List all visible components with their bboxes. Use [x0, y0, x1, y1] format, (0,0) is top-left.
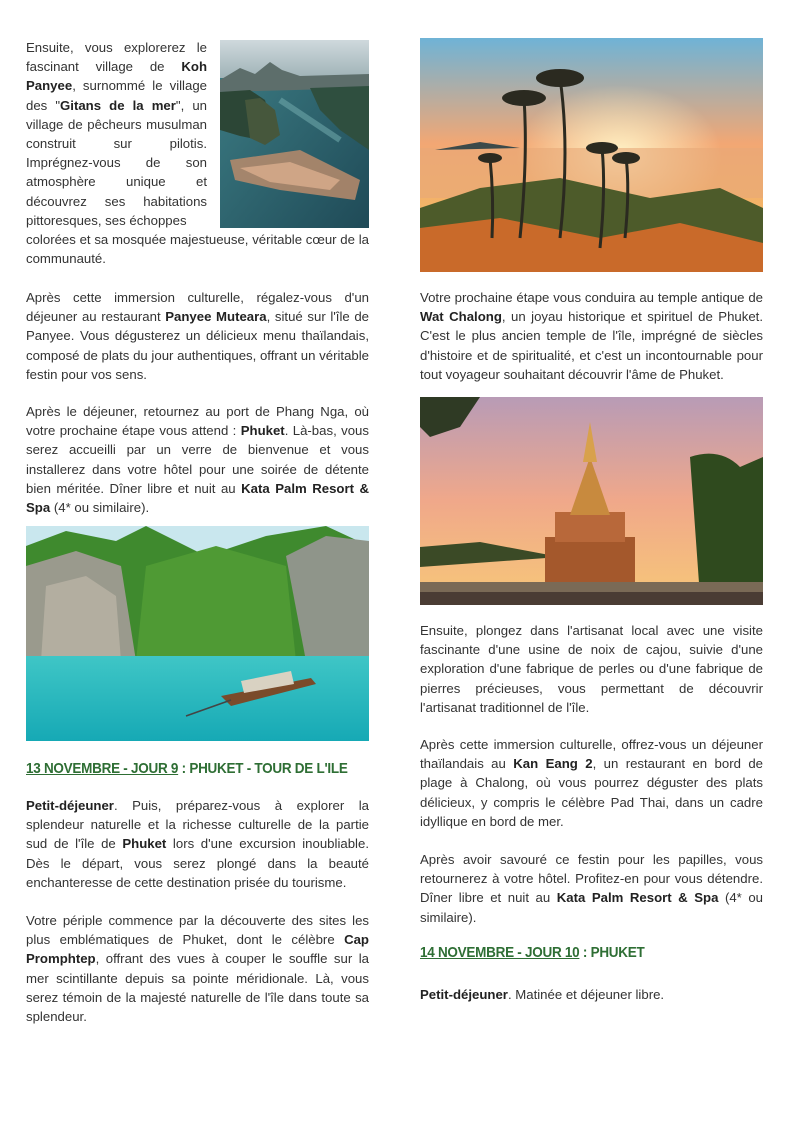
koh-panyee-paragraph-continued: colorées et sa mosquée majestueuse, véritable cœur de la communauté.: [26, 232, 369, 267]
lagoon-boat-photo: [26, 526, 369, 741]
day9-heading: 13 NOVEMBRE - JOUR 9 : PHUKET - TOUR DE L'ILE: [26, 760, 348, 777]
wat-chalong-photo: [420, 397, 763, 605]
artisanat-paragraph: Ensuite, plongez dans l'artisanat local avec une visite fascinante d'une usine de noix de cajou, suivie d'une exploration d'une fabrique de perles ou d'une fabrique de pierres précieuses, vous permettant de découvrir l'artisanat traditionnel de l'île.: [420, 623, 763, 715]
wat-chalong-paragraph: Votre prochaine étape vous conduira au temple antique de Wat Chalong, un joyau historique et spirituel de Phuket. C'est le plus ancien temple de l'île, imprégné de siècles d'histoire et de spiritualité, et c'est un incontournable pour tout voyageur souhaitant découvrir l'âme de Phuket.: [420, 290, 763, 382]
day9-breakfast-paragraph: Petit-déjeuner. Puis, préparez-vous à explorer la splendeur naturelle et la richesse culturelle de la partie sud de l'île de Phuket lors d'une excursion inoubliable. Dès le départ, vous serez plongé dans la beauté enchanteresse de cette destination prisée du tourisme.: [26, 798, 369, 890]
day10-heading: 14 NOVEMBRE - JOUR 10 : PHUKET: [420, 944, 645, 961]
phuket-arrival-paragraph: Après le déjeuner, retournez au port de Phang Nga, où votre prochaine étape vous attend : Phuket. Là-bas, vous serez accueilli par un verre de bienvenue et vous installerez dans votre hôtel pour une soirée de détente bien méritée. Dîner libre et nuit au Kata Palm Resort & Spa (4* ou similaire).: [26, 404, 369, 516]
kan-eang-lunch-paragraph: Après cette immersion culturelle, offrez-vous un déjeuner thaïlandais au Kan Eang 2, un restaurant en bord de plage à Chalong, où vous pourrez déguster des plats délicieux, y compris le célèbre Pad Thai, dans un cadre idyllique en bord de mer.: [420, 737, 763, 829]
koh-panyee-paragraph: Ensuite, vous explorerez le fascinant village de Koh Panyee, surnommé le village des "Gitans de la mer", un village de pêcheurs musulman construit sur pilotis. Imprégnez-vous de son atmosphère unique et découvrez ses habitations pittoresques, ses échoppes: [26, 40, 208, 228]
koh-panyee-photo: [220, 40, 369, 228]
cap-promphtep-paragraph: Votre périple commence par la découverte des sites les plus emblématiques de Phuket, dont le célèbre Cap Promphtep, offrant des vues à couper le souffle sur la mer scintillante depuis sa pointe méridionale. Là, vous serez témoin de la majesté naturelle de l'île dans toute sa splendeur.: [26, 913, 369, 1025]
lunch-paragraph: Après cette immersion culturelle, régalez-vous d'un déjeuner au restaurant Panyee Muteara, situé sur l'île de Panyee. Vous dégusterez un délicieux menu thaïlandais, composé de plats du jour authentiques, offrant un véritable festin pour vos sens.: [26, 290, 369, 382]
sunset-palms-photo: [420, 38, 763, 272]
day10-breakfast-paragraph: Petit-déjeuner. Matinée et déjeuner libre.: [420, 987, 665, 1002]
hotel-return-paragraph: Après avoir savouré ce festin pour les papilles, vous retournerez à votre hôtel. Profitez-en pour vous détendre. Dîner libre et nuit au Kata Palm Resort & Spa (4* ou similaire).: [420, 852, 763, 925]
